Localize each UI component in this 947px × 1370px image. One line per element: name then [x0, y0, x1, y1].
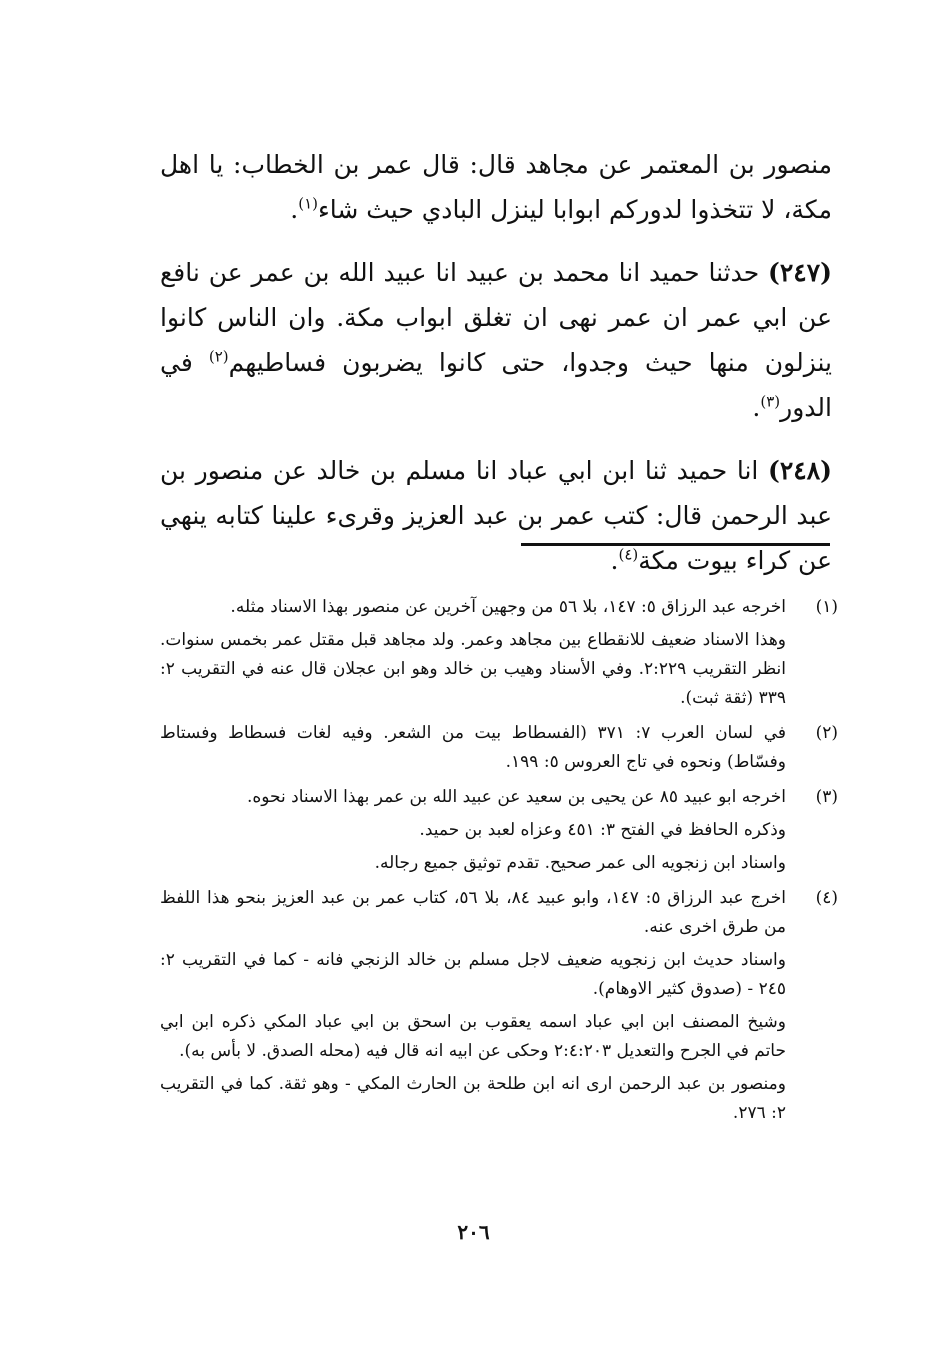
footnote-number: (٢): [815, 723, 838, 743]
footnote-ref-3[interactable]: (٣): [760, 392, 781, 411]
paragraph-247-text-a: حدثنا حميد انا محمد بن عبيد انا عبيد الله بن عمر عن نافع عن ابي عمر ان عمر نهى ان تغلق ابواب مكة. وان الناس كانوا ينزلون منها حيث وجدوا، حتى كانوا يضربون فساطيهم: [160, 258, 832, 377]
footnote-paragraph: اخرجه ابو عبيد ٨٥ عن يحيى بن سعيد عن عبيد الله بن عمر بهذا الاسناد نحوه.: [246, 787, 786, 807]
footnote-ref-1[interactable]: (١): [298, 194, 318, 213]
footnote-2: [160, 719, 838, 781]
footnotes: [160, 593, 838, 1134]
footnote-number: (٤): [815, 888, 838, 908]
footnote-paragraph: في لسان العرب ٧: ٣٧١ (الفسطاط بيت من الشعر. وفيه لغات فسطاط وفستاط وفسّاط) ونحوه في تاج العروس ٥: ١٩٩.: [160, 723, 786, 772]
hadith-number-247: (٢٤٧): [768, 258, 832, 287]
footnote-body: [160, 884, 786, 1132]
footnote-body: [160, 719, 786, 781]
paragraph-1-text: منصور بن المعتمر عن مجاهد قال: قال عمر بن الخطاب: يا اهل مكة، لا تتخذوا لدوركم ابوابا لينزل البادي حيث شاء: [160, 150, 832, 224]
footnote-paragraph: وشيخ المصنف ابن ابي عباد اسمه يعقوب بن اسحق بن ابي عباد المكي ذكره ابن ابي حاتم في الجرح والتعديل ٢:٤:٢٠٣ وحكى عن ابيه انه قال فيه (محله الصدق. لا بأس به).: [160, 1012, 786, 1061]
paragraph-248-text: انا حميد ثنا ابن ابي عباد انا مسلم بن خالد عن منصور بن عبد الرحمن قال: كتب عمر بن عبد العزيز وقرىء علينا كتابه ينهي عن كراء بيوت مكة: [160, 456, 832, 575]
footnote-1: [160, 593, 838, 717]
footnote-paragraph: اخرجه عبد الرزاق ٥: ١٤٧، بلا ٥٦ من وجهين آخرين عن منصور بهذا الاسناد مثله.: [230, 597, 786, 617]
footnote-separator: [521, 543, 830, 546]
page-number: ٢٠٦: [457, 1220, 490, 1244]
footnote-3: [160, 783, 838, 882]
paragraph-248: [160, 448, 832, 583]
paragraph-247: [160, 250, 832, 430]
footnote-paragraph: اخرج عبد الرزاق ٥: ١٤٧، وابو عبيد ٨٤، بلا ٥٦، كتاب عمر بن عبد العزيز بنحو هذا اللفظ من طرق اخرى عنه.: [160, 888, 787, 937]
footnote-body: [160, 593, 786, 717]
paragraph-248-end: .: [610, 546, 619, 575]
footnote-paragraph: واسناد حديث ابن زنجويه ضعيف لاجل مسلم بن خالد الزنجي فانه - كما في التقريب ٢: ٢٤٥ - (صدوق كثير الاوهام).: [160, 950, 786, 999]
footnote-paragraph: وهذا الاسناد ضعيف للانقطاع بين مجاهد وعمر. ولد مجاهد قبل مقتل عمر بخمس سنوات. انظر التقريب ٢:٢٢٩. وفي الأسناد وهيب بن خالد وهو ابن عجلان قال عنه في التقريب ٢: ٣٣٩ (ثقة ثبت).: [160, 630, 786, 708]
paragraph-1-end: .: [290, 195, 299, 224]
footnote-paragraph: واسناد ابن زنجويه الى عمر صحيح. تقدم توثيق جميع رجاله.: [374, 853, 786, 873]
footnote-body: [160, 783, 786, 882]
hadith-number-248: (٢٤٨): [768, 456, 832, 485]
footnote-number: (١): [815, 597, 838, 617]
footnote-4: [160, 884, 838, 1132]
paragraph-1: [160, 142, 832, 232]
footnote-ref-4[interactable]: (٤): [618, 545, 639, 564]
footnote-paragraph: وذكره الحافظ في الفتح ٣: ٤٥١ وعزاه لعبد بن حميد.: [419, 820, 786, 840]
main-text: [160, 142, 832, 601]
footnote-number: (٣): [815, 787, 838, 807]
footnote-ref-2[interactable]: (٢): [208, 347, 229, 366]
paragraph-247-text-b: في الدور: [160, 348, 832, 422]
paragraph-247-end: .: [752, 393, 761, 422]
footnote-paragraph: ومنصور بن عبد الرحمن ارى انه ابن طلحة بن الحارث المكي - وهو ثقة. كما في التقريب ٢: ٢٧٦.: [160, 1074, 786, 1123]
